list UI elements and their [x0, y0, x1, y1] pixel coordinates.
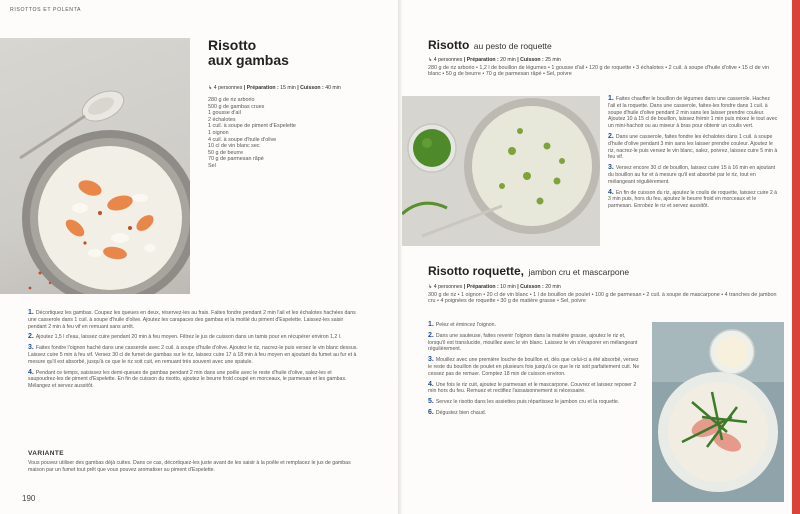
ingredient: 500 g de gambas crues — [208, 103, 265, 110]
ingredient: 70 g de parmesan râpé — [208, 156, 264, 163]
risotto-roquette-photo — [652, 322, 784, 502]
ingredient: 1 gousse d'ail — [208, 110, 241, 117]
recipe3-ingredients: 300 g de riz • 1 oignon • 20 cl de vin blanc • 1 l de bouillon de poulet • 100 g de parmesan • 2 cuil. à soupe de mascarpone • 4 tranches de jambon cru • 4 poignées de roquette • 30 g de matière grasse • Sel, poivre — [428, 292, 777, 305]
ingredient: 1 oignon — [208, 129, 229, 136]
recipe-step: 3. Mouillez avec une première louche de bouillon et, dès que celui-ci a été absorbé, versez le reste du bouillon de poulet en plusieurs fois jusqu'à ce que le riz soit parfaitement cuit. Ne cessez pas de remuer. Comptez 18 min de cuisson environ. — [428, 356, 640, 377]
ingredient: 4 cuil. à soupe d'huile d'olive — [208, 136, 277, 143]
persons-icon: ↳ — [428, 57, 434, 63]
recipe2-title-sub: au pesto de roquette — [473, 41, 552, 51]
risotto-pesto-photo — [402, 96, 600, 246]
recipe2-ingredients: 280 g de riz arborio • 1,2 l de bouillon de légumes • 1 gousse d'ail • 120 g de roquette • 3 échalotes • 2 cuil. à soupe d'huile d'olive • 15 cl de vin blanc • 50 g de beurre • 70 g de parmesan râpé • Sel, poivre — [428, 65, 770, 78]
ingredient: 10 cl de vin blanc sec — [208, 143, 260, 150]
recipe-step: 5. Servez le risotto dans les assiettes puis répartissez le jambon cru et la roquette. — [428, 398, 620, 406]
ingredient: 280 g de riz arborio — [208, 97, 255, 103]
left-page — [0, 0, 398, 514]
ingredient: 50 g de beurre — [208, 149, 244, 156]
recipe2-meta: ↳ 4 personnes | Préparation : 20 min | Cuisson : 25 min — [428, 57, 561, 63]
recipe-step: 1. Faites chauffer le bouillon de légumes dans une casserole. Hachez l'ail et la roquette. Dans une casserole, faites-les fondre dans 1 cuil. à soupe d'huile d'olive pendant 2 min sans les laisser prendre couleur. Ajoutez 10 à 15 cl de bouillon, laissez frémir 1 min puis mixez le tout avec un mini-hachoir ou au mixeur à bras pour obtenir un coulis vert. — [608, 95, 778, 130]
recipe-step: 3. Versez encore 30 cl de bouillon, laissez cuire 15 à 16 min en ajoutant du bouillon au fur et à mesure qu'il est absorbé par le riz, tout en mélangeant régulièrement. — [608, 164, 776, 185]
running-header: RISOTTOS ET POLENTA — [10, 7, 82, 13]
recipe1-steps — [28, 310, 358, 394]
recipe1-cook: 40 min — [325, 85, 341, 91]
recipe3-title-sub: jambon cru et mascarpone — [528, 267, 630, 277]
persons-icon: ↳ — [208, 85, 214, 91]
right-page — [402, 0, 792, 514]
recipe2-title — [428, 36, 552, 54]
recipe-step: 2. Dans une sauteuse, faites revenir l'oignon dans la matière grasse, ajoutez le riz et, lorsqu'il est translucide, mouillez avec le vin blanc. Laissez le vin s'évaporer en mélangeant régulièrement. — [428, 331, 638, 353]
recipe-step: 4. En fin de cuisson du riz, ajoutez le coulis de roquette, laissez cuire 2 à 3 min puis, hors du feu, ajoutez le beurre froid en morceaux et le parmesan. Enrobez le riz et servez aussitôt. — [608, 188, 778, 210]
recipe1-title-line1: Risotto — [208, 37, 257, 53]
recipe1-prep-label: Préparation : — [246, 85, 279, 91]
recipe1-title-line2: aux gambas — [208, 52, 289, 68]
recipe-step: 2. Ajoutez 1,5 l d'eau, laissez cuire pendant 20 min à feu moyen. Filtrez le jus de cuisson dans un tamis pour en récupérer environ 1,2 l. — [28, 333, 342, 341]
recipe1-title — [208, 38, 289, 68]
accent-edge-bar — [792, 0, 800, 514]
recipe-step: 6. Dégustez bien chaud. — [428, 408, 487, 416]
recipe3-title — [428, 262, 629, 280]
variant-text: Vous pouvez utiliser des gambas déjà cuites. Dans ce cas, décortiquez-les juste avant de les saisir à la poêle et remplacez le jus de gambas maison par un fumet tout prêt que vous pouvez aromatiser au piment d'Espelette. — [28, 460, 351, 473]
recipe-step: 1. Pelez et émincez l'oignon. — [428, 321, 496, 328]
recipe1-prep: 15 min — [280, 85, 296, 91]
ingredient: Sel — [208, 162, 216, 169]
ingredient: 1 cuil. à soupe de piment d'Espelette — [208, 123, 296, 130]
page-number: 190 — [22, 494, 36, 503]
ingredient: 2 échalotes — [208, 116, 236, 123]
recipe2-steps — [608, 96, 778, 214]
recipe-step: 2. Dans une casserole, faites fondre les échalotes dans 1 cuil. à soupe d'huile d'olive pendant 3 min sans les laisser prendre couleur. Ajoutez le riz, nacrez-le puis versez le vin blanc, salez, poivrez, laissez cuire 5 min à feu vif. — [608, 132, 778, 161]
recipe3-title-main: Risotto roquette, — [428, 264, 524, 278]
recipe2-title-main: Risotto — [428, 38, 470, 52]
recipe-step: 4. Une fois le riz cuit, ajoutez le parmesan et le mascarpone. Couvrez et laissez reposer 2 min hors du feu. Remuez et rectifiez l'assaisonnement si nécessaire. — [428, 380, 637, 395]
recipe-step: 1. Décortiquez les gambas. Coupez les queues en deux, réservez-les au frais. Faites fondre pendant 2 min l'ail et les échalotes hachées dans une casserole dans 1 cuil. à soupe d'huile d'olive. Ajoutez les carapaces des gambas et la moitié du piment d'Espelette. Laissez-les saisir pendant 2 min à feu vif en remuant sans arrêt. — [28, 309, 356, 330]
recipe3-meta: ↳ 4 personnes | Préparation : 10 min | Cuisson : 20 min — [428, 284, 561, 290]
variant-heading: VARIANTE — [28, 450, 64, 457]
recipe3-steps — [428, 322, 644, 421]
recipe1-cook-label: Cuisson : — [300, 85, 324, 91]
recipe-step: 4. Pendant ce temps, saisissez les demi-queues de gambas pendant 2 min dans une poêle avec le reste d'huile d'olive, salez-les et saupoudrez-les de piment d'Espelette. En fin de cuisson du risotto, ajoutez le beurre froid coupé en morceaux, le parmesan et les gambas. Mélangez et servez aussitôt. — [28, 368, 347, 390]
recipe1-ingredients — [208, 97, 358, 170]
recipe1-persons: 4 personnes — [213, 85, 243, 91]
recipe-step: 3. Faites fondre l'oignon haché dans une casserole avec 2 cuil. à soupe d'huile d'olive. Ajoutez le riz, nacrez-le puis versez le vin blanc dessus. Laissez cuire 5 min à feu vif. Versez 30 cl de fumet de gambas sur le riz, laissez cuire 17 à 18 min à feu moyen en ajoutant du fumet au fur et à mesure qu'il est absorbé, jusqu'à ce que le riz soit cuit, en remuant très souvent avec une spatule. — [28, 344, 358, 365]
risotto-gambas-photo — [0, 38, 190, 294]
persons-icon: ↳ — [428, 284, 434, 290]
recipe1-meta: ↳ 4 personnes | Préparation : 15 min | Cuisson : 40 min — [208, 85, 341, 91]
